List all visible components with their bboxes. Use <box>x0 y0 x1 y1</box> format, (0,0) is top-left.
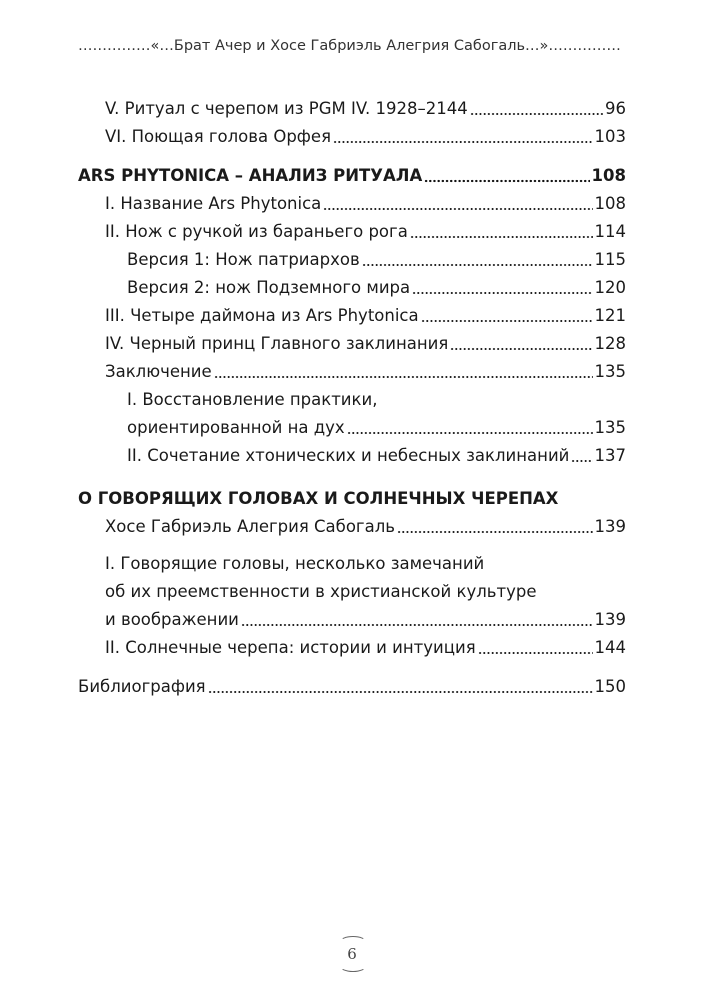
running-header <box>78 38 626 54</box>
toc-entry-multiline[interactable]: I. Говорящие головы, несколько замечаний об их преемственности в христианской культуре и воображении 139 <box>78 550 626 634</box>
page-number: 128 <box>594 334 626 353</box>
page-folio <box>337 936 367 972</box>
toc-entry[interactable]: V. Ритуал с черепом из PGM IV. 1928–2144 96 <box>78 95 626 123</box>
page-number: 108 <box>591 166 626 185</box>
dot-leader <box>397 530 593 534</box>
page-number: 137 <box>594 446 626 465</box>
page-number: 135 <box>594 362 626 381</box>
page-number: 120 <box>594 278 626 297</box>
dot-leader <box>478 651 593 655</box>
toc-entry[interactable]: Хосе Габриэль Алегрия Сабогаль 139 <box>78 513 626 541</box>
page-number-footer: 6 <box>347 945 357 963</box>
page-number: 114 <box>594 222 626 241</box>
dot-leader <box>410 235 593 239</box>
toc-entry[interactable]: I. Название Ars Phytonica 108 <box>78 190 626 218</box>
dot-leader <box>214 375 593 379</box>
toc-subentry-multiline[interactable]: I. Восстановление практики, ориентированной на дух 135 <box>78 386 626 442</box>
header-dot-leader-right: …………… <box>548 38 621 54</box>
dot-leader <box>241 623 593 627</box>
dot-leader <box>333 140 593 144</box>
toc-subentry[interactable]: Версия 1: Нож патриархов 115 <box>78 246 626 274</box>
toc-section-heading[interactable]: О ГОВОРЯЩИХ ГОЛОВАХ И СОЛНЕЧНЫХ ЧЕРЕПАХ <box>78 489 559 508</box>
toc-entry[interactable]: II. Нож с ручкой из бараньего рога 114 <box>78 218 626 246</box>
dot-leader <box>450 347 592 351</box>
toc-entry[interactable]: VI. Поющая голова Орфея 103 <box>78 123 626 151</box>
toc-entry[interactable]: IV. Черный принц Главного заклинания 128 <box>78 330 626 358</box>
page-number: 96 <box>605 99 626 118</box>
dot-leader <box>362 263 593 267</box>
running-header-text: «…Брат Ачер и Хосе Габриэль Алегрия Сабогаль…» <box>150 38 549 54</box>
dot-leader <box>347 431 593 435</box>
toc-entry[interactable]: II. Солнечные черепа: истории и интуиция 144 <box>78 634 626 662</box>
page-number: 139 <box>594 610 626 629</box>
toc-entry-bibliography[interactable]: Библиография 150 <box>78 673 626 701</box>
page-number: 115 <box>594 250 626 269</box>
toc-subentry[interactable]: II. Сочетание хтонических и небесных заклинаний 137 <box>78 442 626 470</box>
dot-leader <box>412 291 592 295</box>
toc-subentry[interactable]: Версия 2: нож Подземного мира 120 <box>78 274 626 302</box>
toc-entry[interactable]: III. Четыре даймона из Ars Phytonica 121 <box>78 302 626 330</box>
dot-leader <box>571 459 592 463</box>
page-number: 103 <box>594 127 626 146</box>
folio-ornament-bottom <box>340 961 366 972</box>
page-number: 144 <box>594 638 626 657</box>
toc-section-heading[interactable]: ARS PHYTONICA – АНАЛИЗ РИТУАЛА 108 <box>78 162 626 190</box>
page-number: 150 <box>594 677 626 696</box>
toc-entry[interactable]: Заключение 135 <box>78 358 626 386</box>
header-dot-leader-left: …………… <box>78 38 151 54</box>
dot-leader <box>470 112 603 116</box>
page-number: 139 <box>594 517 626 536</box>
page-number: 121 <box>594 306 626 325</box>
table-of-contents <box>78 95 626 701</box>
page-number: 135 <box>594 418 626 437</box>
dot-leader <box>323 207 592 211</box>
page-number: 108 <box>594 194 626 213</box>
dot-leader <box>424 179 589 183</box>
dot-leader <box>421 319 593 323</box>
dot-leader <box>208 690 593 694</box>
